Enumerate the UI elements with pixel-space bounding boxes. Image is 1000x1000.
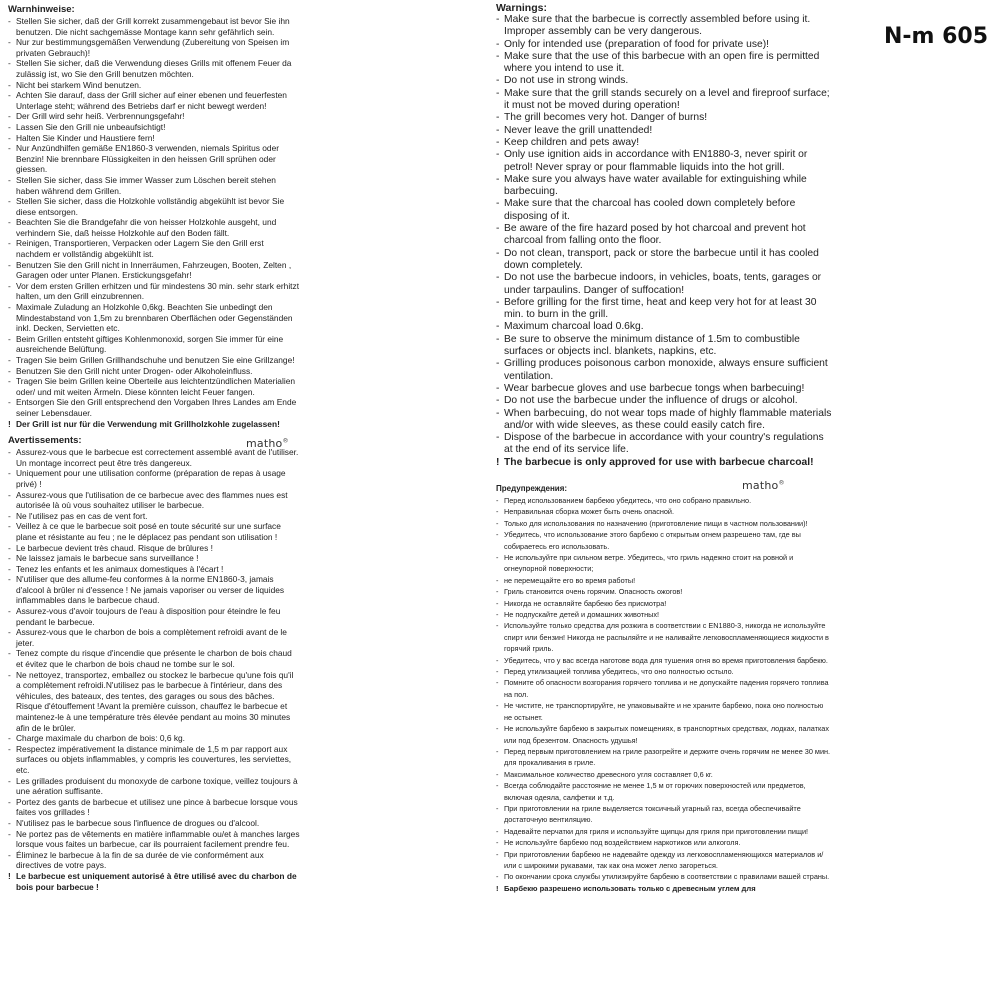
english-warning-item: - Be aware of the fire hazard posed by hot charcoal and prevent hot charcoal from falling onto the floor. <box>496 223 806 247</box>
english-warning-item: - When barbecuing, do not wear tops made of highly flammable materials and/or with wide sleeves, as these could easily catch fire. <box>496 407 832 431</box>
french-final-note: ! Le barbecue est uniquement autorisé à être utilisé avec du charbon de bois pour barbecue ! <box>8 870 297 892</box>
russian-warning-list <box>496 495 832 883</box>
french-warning-item: - Assurez-vous que le charbon de bois a complètement refroidi avant de le jeter. <box>8 627 287 648</box>
french-warning-item: - Tenez compte du risque d'incendie que présente le charbon de bois chaud et évitez que le charbon de bois chaud ne tombe sur le sol. <box>8 648 292 670</box>
german-warning-item: - Benutzen Sie den Grill nicht unter Drogen- oder Alkoholeinfluss. <box>8 365 253 376</box>
french-warning-item: - Les grillades produisent du monoxyde de carbone toxique, veillez toujours à une aération suffisante. <box>8 775 298 797</box>
english-warning-item: - Wear barbecue gloves and use barbecue tongs when barbecuing! <box>496 382 805 394</box>
english-warning-item: - Make sure you always have water available for extinguishing while barbecuing. <box>496 173 807 198</box>
german-warning-item: - Maximale Zuladung an Holzkohle 0,6kg. Beachten Sie unbedingt den Mindestabstand von 1,5m zu brennbaren Oberflächen oder Gegenständen inkl. Decken, Servietten etc. <box>8 302 293 334</box>
russian-warning-item: - Не используйте при сильном ветре. Убедитесь, что гриль надежно стоит на ровной и огнеупорной поверхности; <box>496 553 794 574</box>
german-warning-item: - Nur Anzündhilfen gemäße EN1860-3 verwenden, niemals Spiritus oder Benzin! Nie brennbare Flüssigkeiten in den heissen Grill sprühen oder giessen. <box>8 143 280 175</box>
english-warning-item: - Keep children and pets away! <box>496 136 640 148</box>
german-warning-item: - Stellen Sie sicher, dass Sie immer Wasser zum Löschen bereit stehen haben während dem Grillen. <box>8 174 276 196</box>
english-warning-item: - Only for intended use (preparation of food for private use)! <box>496 38 770 50</box>
french-warning-item: - N'utilisez pas le barbecue sous l'influence de drogues ou d'alcool. <box>8 817 260 828</box>
french-section <box>8 435 300 892</box>
german-warning-item: - Beim Grillen entsteht giftiges Kohlenmonoxid, sorgen Sie immer für eine ausreichende Belüftung. <box>8 333 284 355</box>
russian-warning-item: - Убедитесь, что у вас всегда наготове вода для тушения огня во время приготовления барбекю. <box>496 655 828 665</box>
english-warning-item: - Maximum charcoal load 0.6kg. <box>496 321 644 333</box>
russian-warning-item: - Максимальное количество древесного угля составляет 0,6 кг. <box>496 769 713 779</box>
german-section <box>8 0 300 429</box>
russian-warning-item: - Перед первым приготовлением на гриле разогрейте и держите очень горячим не менее 30 мин. для прокаливания в гриле. <box>496 746 831 768</box>
russian-warning-item: - Не подпускайте детей и домашних животных! <box>496 610 660 620</box>
german-warning-item: - Tragen Sie beim Grillen keine Oberteile aus leichtentzündlichen Materialien oder/ und mit weiten Ärmeln. Diese könnten leicht Feuer fangen. <box>8 376 296 397</box>
russian-warning-item: - Никогда не оставляйте барбекю без присмотра! <box>496 598 667 608</box>
english-title: Warnings: <box>496 2 547 14</box>
russian-warning-item: - Гриль становится очень горячим. Опасность ожогов! <box>496 587 683 597</box>
russian-warning-item: - Помните об опасности возгорания горячего топлива и не допускайте падения горячего топлива на пол. <box>496 678 829 699</box>
german-warning-item: - Nicht bei starkem Wind benutzen. <box>8 79 142 90</box>
german-title: Warnhinweise: <box>8 4 75 15</box>
english-warning-item: - Never leave the grill unattended! <box>496 124 653 136</box>
french-warning-item: - Ne nettoyez, transportez, emballez ou stockez le barbecue qu'une fois qu'il a complètement refroidi.N'utilisez pas le barbecue à l'intérieur, dans des véhicules, des bateaux, des tentes, des garages ou sous des bâches. Risque d'étouffement !Avant la première cuisson, chauffez le barbecue et maintenez-le à une température très élevée pendant au moins 30 minutes afin de le brûler. <box>8 669 294 733</box>
english-warning-item: - The grill becomes very hot. Danger of burns! <box>496 112 708 124</box>
russian-warning-item: - Только для использования по назначению (приготовление пищи в частном пользовании)! <box>496 518 808 528</box>
german-warning-item: - Tragen Sie beim Grillen Grillhandschuhe und benutzen Sie eine Grillzange! <box>8 355 295 365</box>
right-column <box>496 0 832 894</box>
russian-warning-item: - Неправильная сборка может быть очень опасной. <box>496 507 675 517</box>
russian-final-note: ! Барбекю разрешено использовать только с древесным углем для <box>496 883 756 893</box>
brand-logo-ru: matho® <box>742 478 785 492</box>
english-warning-item: - Make sure that the charcoal has cooled down completely before disposing of it. <box>496 198 796 222</box>
french-warning-item: - Ne portez pas de vêtements en matière inflammable ou/et à manches larges lorsque vous faites un barbecue, car ils pourraient facilement prendre feu. <box>8 828 300 850</box>
russian-warning-item: - не перемещайте его во время работы! <box>496 575 636 585</box>
french-warning-item: - Le barbecue devient très chaud. Risque de brûlures ! <box>8 542 213 553</box>
french-warning-item: - Ne laissez jamais le barbecue sans surveillance ! <box>8 553 199 564</box>
russian-warning-item: - Не используйте барбекю под воздействием наркотиков или алкоголя. <box>496 838 741 848</box>
french-warning-item: - Charge maximale du charbon de bois: 0,6 kg. <box>8 733 185 744</box>
english-section <box>496 0 832 469</box>
german-final-note: ! Der Grill ist nur für die Verwendung mit Grillholzkohle zugelassen! <box>8 418 280 429</box>
french-warning-item: - Respectez impérativement la distance minimale de 1,5 m par rapport aux surfaces ou objets inflammables, y compris les couvertures, les serviettes, etc. <box>8 743 292 775</box>
russian-warning-item: - Перед использованием барбекю убедитесь, что оно собрано правильно. <box>496 495 752 505</box>
english-warning-item: - Do not use the barbecue under the influence of drugs or alcohol. <box>496 395 798 407</box>
english-warning-item: - Make sure that the barbecue is correctly assembled before using it. Improper assembly can be very dangerous. <box>496 14 811 38</box>
german-warning-item: - Nur zur bestimmungsgemäßen Verwendung (Zubereitung von Speisen im privaten Gebrauch)! <box>8 37 290 58</box>
english-warning-item: - Make sure that the grill stands securely on a level and fireproof surface; it must not be moved during operation! <box>496 87 830 112</box>
french-warning-item: - Uniquement pour une utilisation conforme (préparation de repas à usage privé) ! <box>8 468 286 489</box>
russian-warning-item: - По окончании срока службы утилизируйте барбекю в соответствии с правилами вашей страны. <box>496 872 830 882</box>
russian-title: Предупреждения: <box>496 483 568 493</box>
model-number: N-m 605 <box>884 24 989 49</box>
french-warning-item: - Portez des gants de barbecue et utilisez une pince à barbecue lorsque vous faites vos grillades ! <box>8 796 298 818</box>
russian-section <box>496 478 832 894</box>
russian-warning-item: - Не чистите, не транспортируйте, не упаковывайте и не храните барбекю, пока оно полностью не остынет. <box>496 701 824 722</box>
brand-logo: matho® <box>246 437 289 451</box>
english-warning-item: - Do not use in strong winds. <box>496 75 629 87</box>
russian-warning-item: - Всегда соблюдайте расстояние не менее 1,5 м от горючих поверхностей или предметов, включая одеяла, салфетки и т.д. <box>496 781 806 802</box>
french-warning-item: - Assurez-vous que le barbecue est correctement assemblé avant de l'utiliser. Un montage incorrect peut être très dangereux. <box>8 447 299 468</box>
german-warning-item: - Reinigen, Transportieren, Verpacken oder Lagern Sie den Grill erst nachdem er vollständig abgekühlt ist. <box>8 238 264 260</box>
english-warning-item: - Be sure to observe the minimum distance of 1.5m to combustible surfaces or objects incl. blankets, napkins, etc. <box>496 333 800 358</box>
russian-warning-item: - Не используйте барбекю в закрытых помещениях, в транспортных средствах, лодках, палатках или под брезентом. Опасность удушья! <box>496 724 830 745</box>
french-title: Avertissements: <box>8 435 82 447</box>
german-warning-item: - Lassen Sie den Grill nie unbeaufsichtigt! <box>8 121 166 132</box>
french-warning-item: - Tenez les enfants et les animaux domestiques à l'écart ! <box>8 563 224 574</box>
german-warning-item: - Stellen Sie sicher, dass die Holzkohle vollständig abgekühlt ist bevor Sie diese entsorgen. <box>8 196 285 217</box>
english-warning-item: - Before grilling for the first time, heat and keep very hot for at least 30 min. to burn in the grill. <box>496 296 817 321</box>
english-warning-item: - Make sure that the use of this barbecue with an open fire is permitted where you intend to use it. <box>496 50 820 75</box>
french-warning-item: - Assurez-vous d'avoir toujours de l'eau à disposition pour éteindre le feu pendant le barbecue. <box>8 606 281 627</box>
russian-warning-item: - Перед утилизацией топлива убедитесь, что оно полностью остыло. <box>496 667 734 677</box>
german-warning-item: - Benutzen Sie den Grill nicht in Innerräumen, Fahrzeugen, Booten, Zelten , Garagen oder unter Planen. Erstickungsgefahr! <box>8 259 292 281</box>
german-warning-item: - Beachten Sie die Brandgefahr die von heisser Holzkohle ausgeht, und verhindern Sie, daß heisse Holzkohle auf den Boden fällt. <box>8 217 277 238</box>
french-warning-item: - Veillez à ce que le barbecue soit posé en toute sécurité sur une surface plane et résistante au feu ; ne le déplacez pas pendant son utilisation ! <box>8 521 281 542</box>
left-column <box>8 0 300 892</box>
french-warning-list <box>8 447 300 871</box>
russian-warning-item: - Убедитесь, что использование этого барбекю с открытым огнем разрешено там, где вы собираетесь его использовать. <box>496 530 801 551</box>
german-warning-item: - Entsorgen Sie den Grill entsprechend den Vorgaben Ihres Landes am Ende seiner Lebensdauer. <box>8 397 297 418</box>
french-warning-item: - Éliminez le barbecue à la fin de sa durée de vie conformément aux directives de votre pays. <box>8 849 264 871</box>
russian-warning-item: - Используйте только средства для розжига в соответствии с EN1880-3, никогда не используйте спирт или бензин! Никогда не распыляйте и не наливайте легковоспламеняющиеся жидкости в горячий гриль. <box>496 621 829 654</box>
russian-warning-item: - При приготовлении на гриле выделяется токсичный угарный газ, всегда обеспечивайте достаточную вентиляцию. <box>496 803 801 825</box>
english-warning-item: - Only use ignition aids in accordance with EN1880-3, never spirit or petrol! Never spray or pour flammable liquids into the hot grill. <box>496 149 808 173</box>
german-warning-item: - Vor dem ersten Grillen erhitzen und für mindestens 30 min. sehr stark erhitzt halten, um den Grill einzubrennen. <box>8 280 300 302</box>
russian-warning-item: - Надевайте перчатки для гриля и используйте щипцы для гриля при приготовлении пищи! <box>496 826 809 836</box>
russian-warning-item: - При приготовлении барбекю не надевайте одежду из легковоспламеняющихся материалов и/или с широкими рукавами, так как она может легко загореться. <box>496 849 824 870</box>
english-warning-item: - Dispose of the barbecue in accordance with your country's regulations at the end of its service life. <box>496 432 824 456</box>
german-warning-item: - Halten Sie Kinder und Haustiere fern! <box>8 132 155 143</box>
english-warning-list <box>496 14 832 457</box>
german-warning-item: - Der Grill wird sehr heiß. Verbrennungsgefahr! <box>8 111 185 122</box>
german-warning-item: - Achten Sie darauf, dass der Grill sicher auf einer ebenen und feuerfesten Unterlage steht; während des Betriebs darf er nicht bewegt werden! <box>8 90 287 111</box>
english-warning-item: - Do not clean, transport, pack or store the barbecue until it has cooled down completely. <box>496 247 819 271</box>
french-warning-item: - Assurez-vous que l'utilisation de ce barbecue avec des flammes nues est autorisée là où vous souhaitez utiliser le barbecue. <box>8 489 288 511</box>
french-warning-item: - N'utiliser que des allume-feu conformes à la norme EN1860-3, jamais d'alcool à brûler ni d'essence ! Ne jamais vaporiser ou verser de liquides inflammables dans le barbecue chaud. <box>8 574 285 606</box>
german-warning-list <box>8 16 300 419</box>
french-warning-item: - Ne l'utilisez pas en cas de vent fort. <box>8 510 148 521</box>
german-warning-item: - Stellen Sie sicher, daß die Verwendung dieses Grills mit offenem Feuer da zulässig ist, wo Sie den Grill benutzen möchten. <box>8 58 292 79</box>
german-warning-item: - Stellen Sie sicher, daß der Grill korrekt zusammengebaut ist bevor Sie ihn benutzen. Die nicht sachgemässe Montage kann sehr gefährlich sein. <box>8 16 290 37</box>
english-final-note: ! The barbecue is only approved for use with barbecue charcoal! <box>496 456 814 468</box>
english-warning-item: - Do not use the barbecue indoors, in vehicles, boats, tents, garages or under tarpaulins. Danger of suffocation! <box>496 272 822 296</box>
english-warning-item: - Grilling produces poisonous carbon monoxide, always ensure sufficient ventilation. <box>496 358 828 382</box>
